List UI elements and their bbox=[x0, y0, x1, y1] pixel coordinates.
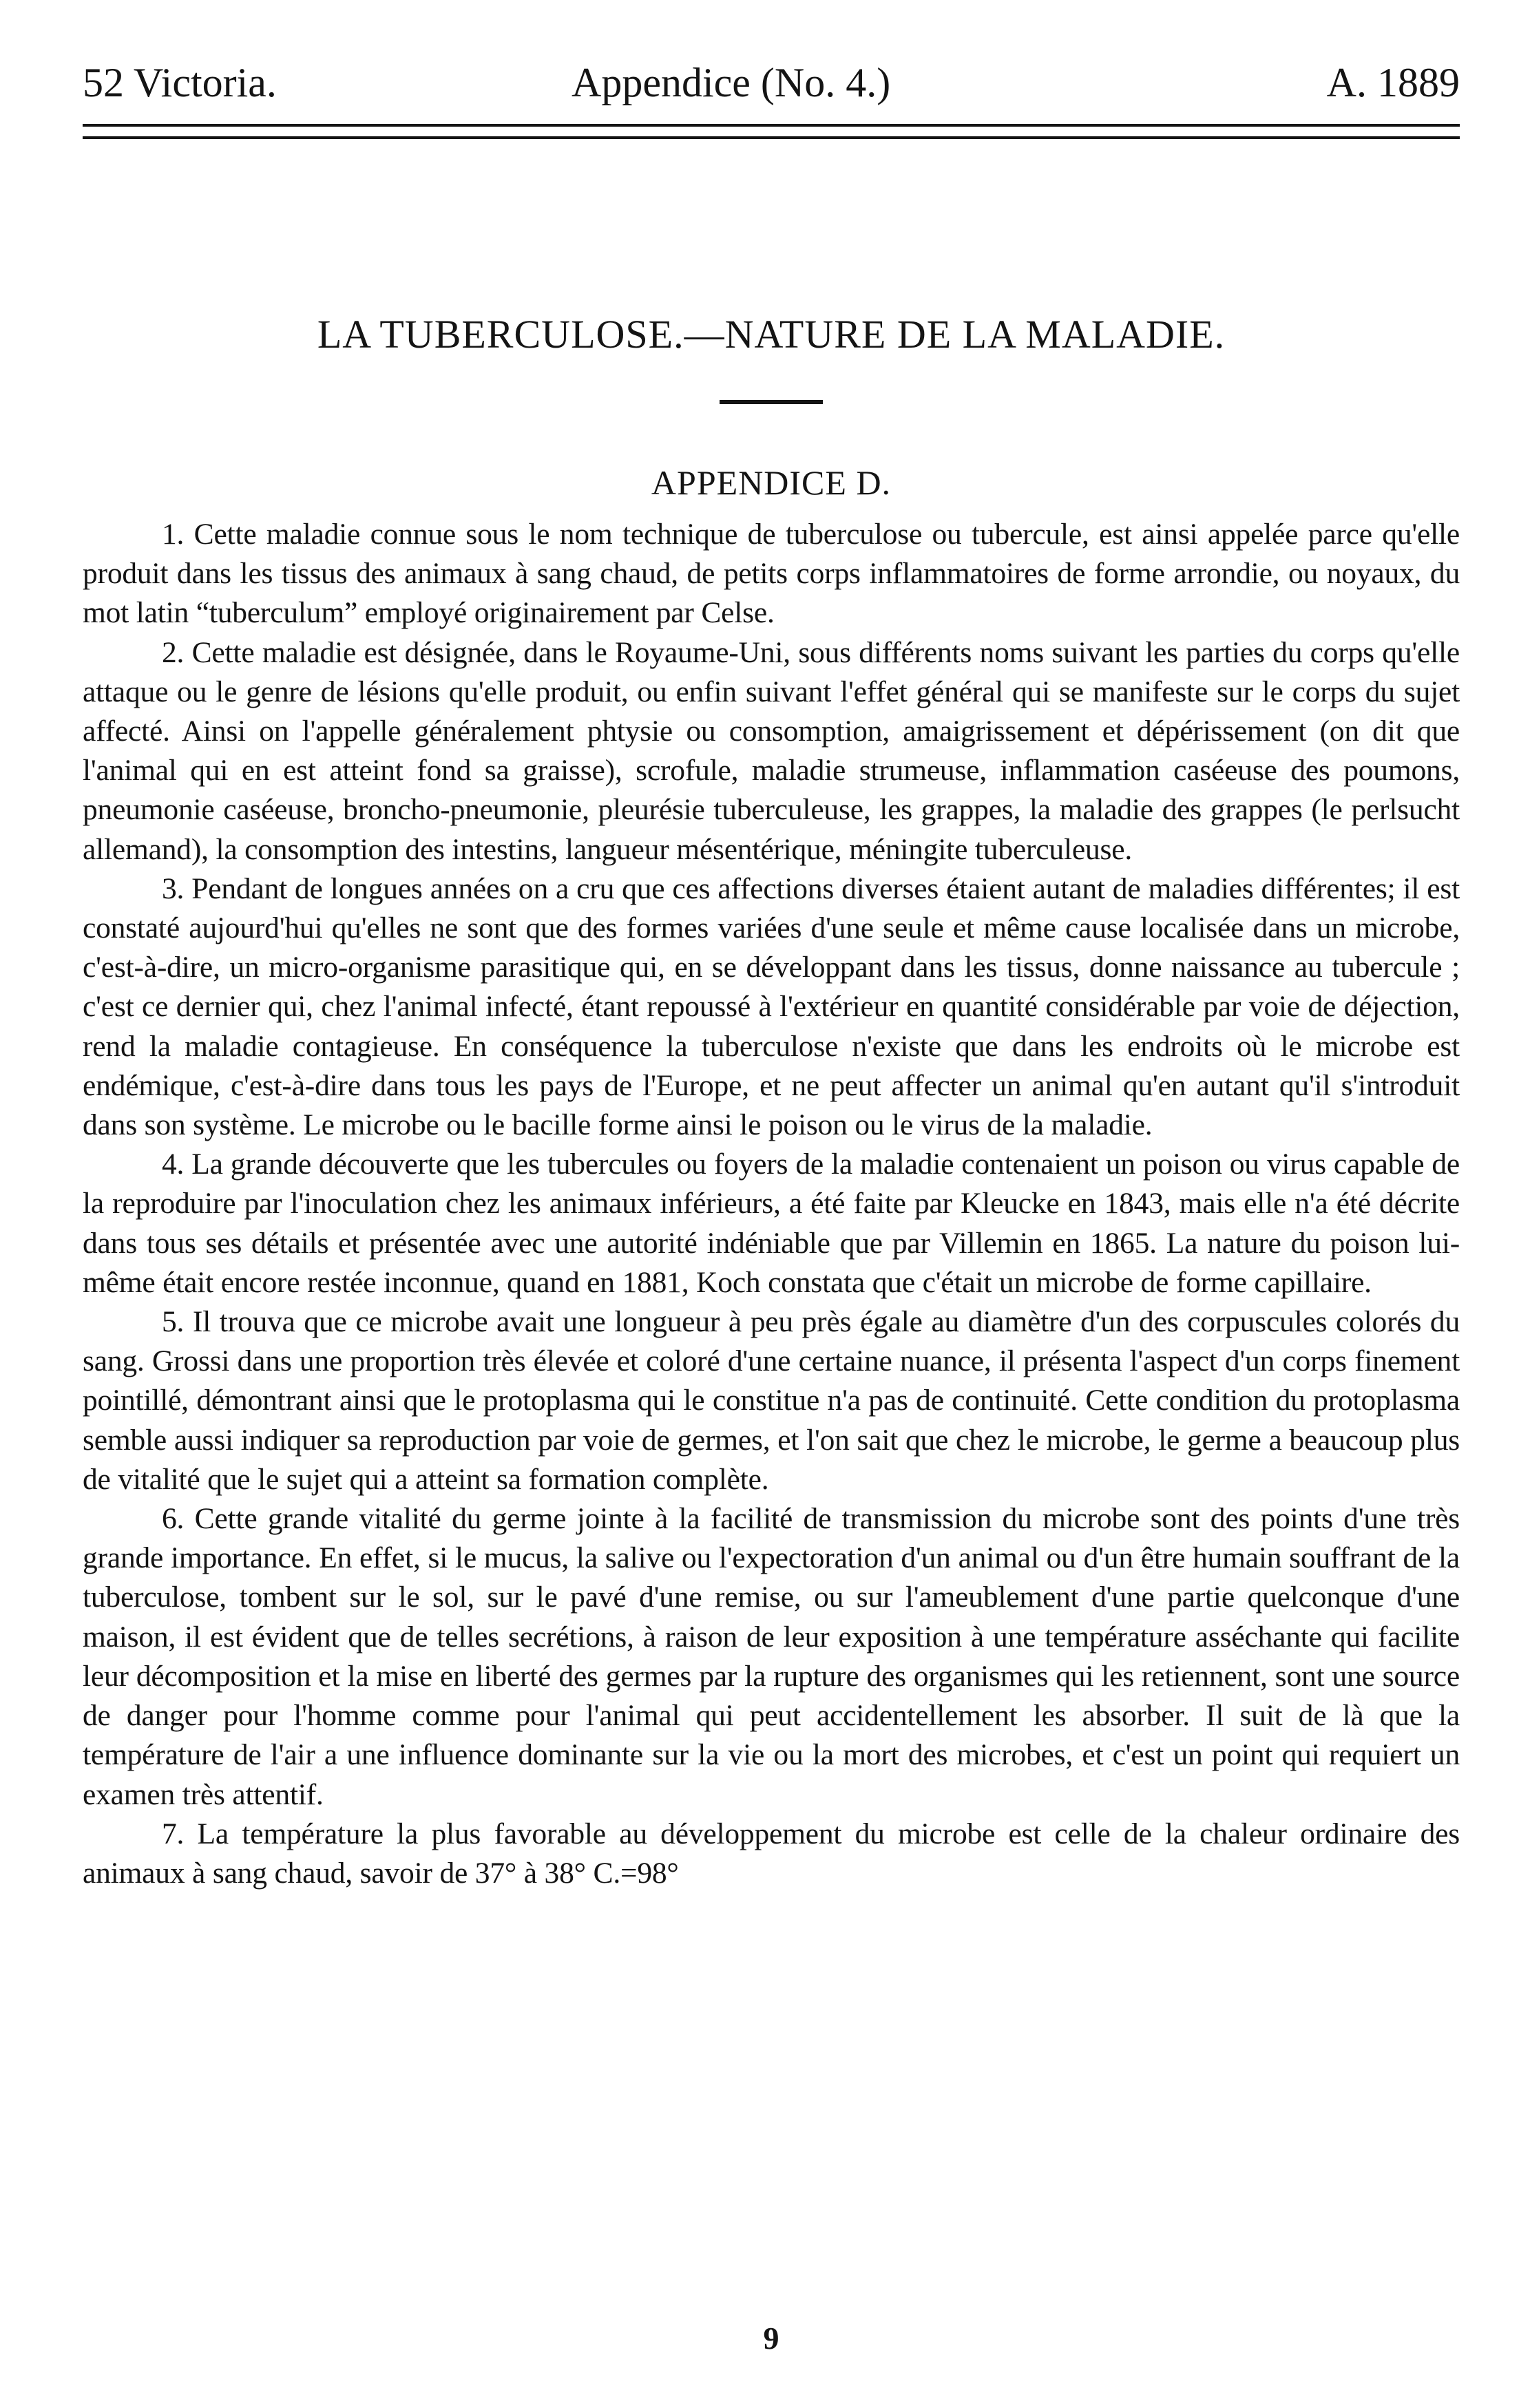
paragraph-3: 3. Pendant de longues années on a cru que ces affections diverses étaient autant de maladies différentes; il est constaté aujourd'hui qu'elles ne sont que des formes variées d'une seule et même cause localisée dans un microbe, c'est-à-dire, un micro-organisme parasitique qui, en se développant dans les tissus, donne naissance au tubercule ; c'est ce dernier qui, chez l'animal infecté, étant repoussé à l'extérieur en quantité considérable par voie de déjection, rend la maladie contagieuse. En conséquence la tuberculose n'existe que dans les endroits où le microbe est endémique, c'est-à-dire dans tous les pays de l'Europe, et ne peut affecter un animal qu'en autant qu'il s'introduit dans son système. Le microbe ou le bacille forme ainsi le poison ou le virus de la maladie. bbox=[83, 872, 1460, 1142]
paragraph-5: 5. Il trouva que ce microbe avait une longueur à peu près égale au diamètre d'un des corpuscules colorés du sang. Grossi dans une proportion très élevée et coloré d'une certaine nuance, il présenta l'aspect d'un corps finement pointillé, démontrant ainsi que le protoplasma qui le constitue n'a pas de continuité. Cette condition du protoplasma semble aussi indiquer sa reproduction par voie de germes, et l'on sait que chez le microbe, le germe a beaucoup plus de vitalité que le sujet qui a atteint sa formation complète. bbox=[83, 1305, 1460, 1496]
appendix-heading: APPENDICE D. bbox=[651, 463, 892, 502]
paragraph-1: 1. Cette maladie connue sous le nom technique de tuberculose ou tubercule, est ainsi appelée parce qu'elle produit dans les tissus des animaux à sang chaud, de petits corps inflammatoires de forme arrondie, ou noyaux, du mot latin “tuberculum” employé originairement par Celse. bbox=[83, 518, 1460, 630]
header-year: A. 1889 bbox=[1326, 60, 1460, 105]
page-number: 9 bbox=[763, 2321, 779, 2356]
page bbox=[83, 48, 1460, 2356]
paragraph-2: 2. Cette maladie est désignée, dans le Royaume-Uni, sous différents noms suivant les parties du corps qu'elle attaque ou le genre de lésions qu'elle produit, ou enfin suivant l'effet général qui se manifeste sur le corps du sujet affecté. Ainsi on l'appelle généralement phtysie ou consomption, amaigrissement et dépérissement (on dit que l'animal qui en est atteint fond sa graisse), scrofule, maladie strumeuse, inflammation caséeuse des poumons, pneumonie caséeuse, broncho-pneumonie, pleurésie tuberculeuse, les grappes, la maladie des grappes (le perlsucht allemand), la consomption des intestins, langueur mésentérique, méningite tuberculeuse. bbox=[83, 635, 1460, 866]
body-text bbox=[83, 515, 1460, 1893]
header-double-rule bbox=[83, 124, 1460, 139]
header-volume: 52 Victoria. bbox=[83, 60, 277, 105]
paragraph-6: 6. Cette grande vitalité du germe jointe à la facilité de transmission du microbe sont des points d'une très grande importance. En effet, si le mucus, la salive ou l'expectoration d'un animal ou d'un être humain souffrant de la tuberculose, tombent sur le sol, sur le pavé d'une remise, ou sur l'ameublement d'une partie quelconque d'une maison, il est évident que de telles secrétions, à raison de leur exposition à une température asséchante qui facilite leur décomposition et la mise en liberté des germes par la rupture des organismes qui les retiennent, sont une source de danger pour l'homme comme pour l'animal qui peut accidentellement les absorber. Il suit de là que la température de l'air a une influence dominante sur la vie ou la mort des microbes, et c'est un point qui requiert un examen très attentif. bbox=[83, 1502, 1460, 1811]
header-appendix: Appendice (No. 4.) bbox=[572, 60, 891, 105]
title-divider bbox=[720, 400, 823, 404]
running-head bbox=[83, 48, 1460, 117]
paragraph-7: 7. La température la plus favorable au développement du microbe est celle de la chaleur ordinaire des animaux à sang chaud, savoir de 37° à 38° C.=98° bbox=[83, 1817, 1460, 1890]
paragraph-4: 4. La grande découverte que les tubercules ou foyers de la maladie contenaient un poison ou virus capable de la reproduire par l'inoculation chez les animaux inférieurs, a été faite par Kleucke en 1843, mais elle n'a été décrite dans tous ses détails et présentée avec une autorité indéniable que par Villemin en 1865. La nature du poison lui-même était encore restée inconnue, quand en 1881, Koch constata que c'était un microbe de forme capillaire. bbox=[83, 1148, 1460, 1299]
document-title: LA TUBERCULOSE.—NATURE DE LA MALADIE. bbox=[317, 312, 1226, 357]
